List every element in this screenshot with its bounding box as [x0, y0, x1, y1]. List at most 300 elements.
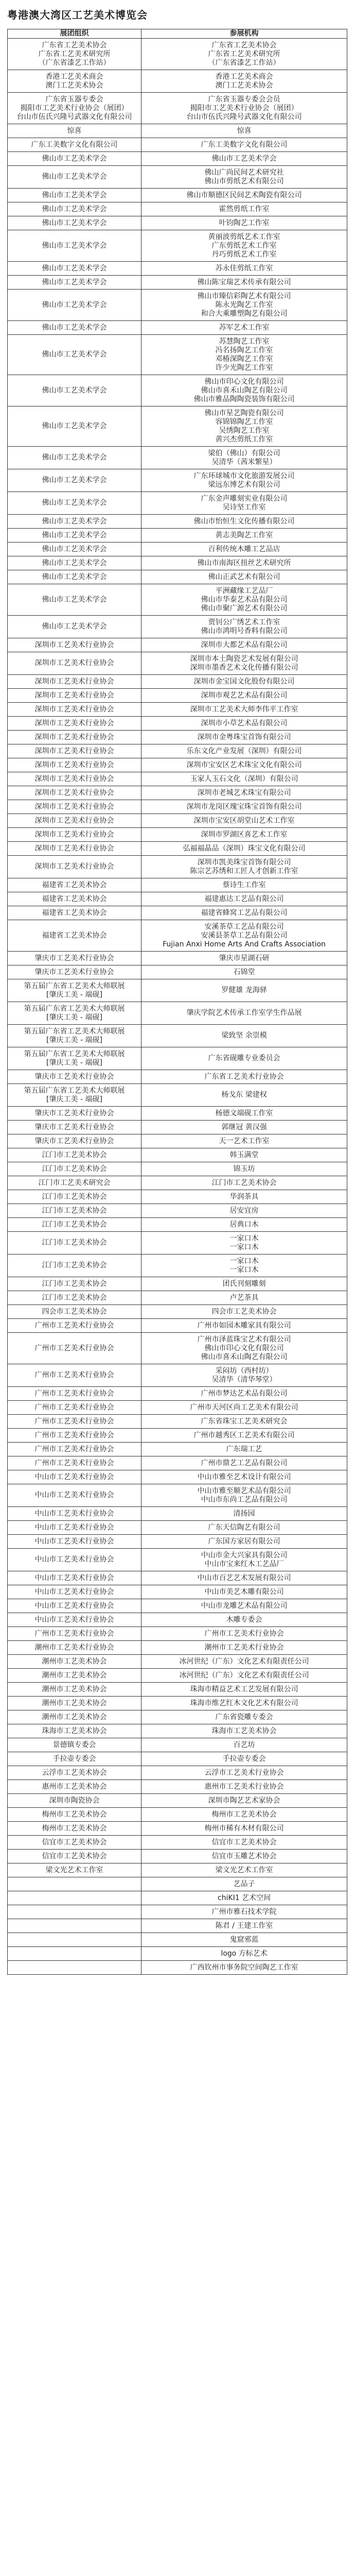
exhibitor-text: 乐东文化产业发展（深圳）有限公司	[186, 747, 302, 755]
exhibitor-text: 广东瑞工艺	[226, 1445, 262, 1453]
table-row	[8, 1218, 347, 1232]
table-row	[8, 202, 347, 216]
cell-organizer	[8, 1850, 141, 1863]
exhibitor-text: 中山市龙雕艺术品有限公司	[201, 1601, 288, 1610]
table-row	[8, 1599, 347, 1613]
exhibitor-text: 黄丽波剪纸艺术工作室 广东剪纸艺术工作室 丹巧剪纸艺术工作室	[208, 232, 280, 259]
table-row	[8, 856, 347, 878]
table-row	[8, 1794, 347, 1808]
table-row	[8, 878, 347, 892]
organizer-text: 江门市工艺美术协会	[42, 1261, 107, 1269]
organizer-text: 广东省工艺美术协会 广东省工艺美术研究所 （广东省漆艺工作站）	[38, 41, 111, 67]
table-row	[8, 1613, 347, 1627]
cell-organizer	[8, 1794, 141, 1808]
table-row	[8, 1850, 347, 1863]
column-header-organizer: 展团组织	[8, 29, 141, 39]
table-row	[8, 216, 347, 230]
organizer-text: 潮州市工艺美术行业协会	[34, 1643, 114, 1652]
cell-exhibitor	[141, 1204, 347, 1218]
cell-exhibitor	[141, 1333, 347, 1364]
cell-exhibitor	[141, 1585, 347, 1599]
exhibitor-text: 郭继冠 黄汉强	[221, 1123, 267, 1131]
cell-exhibitor	[141, 1277, 347, 1291]
exhibitor-text: 广东省玉器专委会会员 揭阳市工艺美术行业协会（展团） 台山市伍氏兴隆号武器文化有限公司	[186, 95, 302, 121]
cell-exhibitor	[141, 744, 347, 758]
organizer-text: 广东省玉器专委会 揭阳市工艺美术行业协会（展团） 台山市伍氏兴隆号武器文化有限公司	[16, 95, 132, 121]
exhibitor-text: 惠州市工艺美术行业协会	[204, 1782, 284, 1791]
organizer-text: 佛山市工艺美术学会	[42, 191, 107, 199]
cell-organizer	[8, 1387, 141, 1401]
table-row	[8, 1025, 347, 1047]
organizer-text: 第五届广东省工艺美术大师联展 [肇庆工美 - 端砚]	[24, 1049, 125, 1067]
cell-organizer	[8, 1121, 141, 1134]
table-row	[8, 842, 347, 856]
cell-organizer	[8, 892, 141, 906]
cell-organizer	[8, 652, 141, 675]
exhibitor-text: 深圳市小草艺术品有限公司	[201, 719, 288, 727]
cell-exhibitor	[141, 717, 347, 731]
cell-exhibitor	[141, 675, 347, 689]
organizer-text: 肇庆市工艺美术行业协会	[34, 954, 114, 962]
cell-exhibitor	[141, 1641, 347, 1655]
organizer-text: 江门市工艺美术协会	[42, 1293, 107, 1302]
exhibitor-text: 百利传统木雕工艺品店	[208, 545, 280, 553]
cell-organizer	[8, 1084, 141, 1107]
table-row	[8, 1808, 347, 1822]
cell-organizer	[8, 906, 141, 920]
organizer-text: 深圳市工艺美术行业协会	[34, 733, 114, 741]
table-row	[8, 556, 347, 570]
cell-organizer	[8, 842, 141, 856]
exhibitor-text: 霍然剪纸工作室	[219, 205, 270, 213]
table-row	[8, 1710, 347, 1724]
organizer-text: 江门市工艺美术协会	[42, 1239, 107, 1247]
cell-organizer	[8, 124, 141, 138]
cell-organizer	[8, 1627, 141, 1641]
cell-exhibitor	[141, 758, 347, 772]
cell-exhibitor	[141, 584, 347, 616]
cell-exhibitor	[141, 1134, 347, 1148]
cell-exhibitor	[141, 1364, 347, 1387]
exhibitor-text: 一家口木 一家口木	[229, 1234, 259, 1251]
organizer-text: 广州市工艺美术行业协会	[34, 1344, 114, 1352]
organizer-text: 梁文光艺术工作室	[45, 1866, 103, 1874]
table-row	[8, 1697, 347, 1710]
exhibitor-text: 佛山市工艺美术学会	[211, 154, 277, 163]
cell-organizer	[8, 703, 141, 717]
table-row	[8, 189, 347, 202]
cell-organizer	[8, 1047, 141, 1070]
cell-exhibitor	[141, 1752, 347, 1766]
table-row	[8, 1905, 347, 1919]
cell-organizer	[8, 1255, 141, 1277]
cell-exhibitor	[141, 906, 347, 920]
cell-exhibitor	[141, 1766, 347, 1780]
exhibitor-text: 佛山陈宝瑞艺术传承有限公司	[197, 278, 291, 286]
cell-exhibitor	[141, 1084, 347, 1107]
cell-organizer	[8, 1891, 141, 1905]
cell-organizer	[8, 1836, 141, 1850]
cell-exhibitor	[141, 1571, 347, 1585]
table-row	[8, 1738, 347, 1752]
cell-exhibitor	[141, 276, 347, 290]
table-row	[8, 906, 347, 920]
table-row	[8, 570, 347, 584]
exhibitor-text: 佛山广尚民间艺术研究社 佛山市剪纸艺术有限公司	[204, 168, 284, 185]
exhibitor-text: 黄志美陶艺工作室	[215, 531, 273, 539]
exhibitor-text: 罗健雄 龙海驿	[221, 986, 267, 994]
organizer-text: 深圳市工艺美术行业协会	[34, 719, 114, 727]
organizer-text: 佛山市工艺美术学会	[42, 545, 107, 553]
cell-organizer	[8, 1641, 141, 1655]
exhibitor-text: 广东环球城市文化旅游发展公司 梁远东博艺术有限公司	[193, 471, 295, 489]
organizer-text: 深圳市工艺美术行业协会	[34, 640, 114, 649]
exhibitor-text: 木雕专委会	[226, 1615, 262, 1624]
table-row	[8, 1961, 347, 1975]
cell-organizer	[8, 1535, 141, 1549]
cell-organizer	[8, 1429, 141, 1443]
exhibitor-text: 江门市工艺美术协会	[211, 1178, 277, 1187]
cell-exhibitor	[141, 772, 347, 786]
cell-organizer	[8, 1305, 141, 1319]
exhibitor-text: 深圳市老城艺术珠宝有限公司	[197, 788, 291, 797]
organizer-text: 深圳市工艺美术行业协会	[34, 760, 114, 769]
cell-exhibitor	[141, 1456, 347, 1470]
cell-exhibitor	[141, 1669, 347, 1683]
table-row	[8, 814, 347, 828]
cell-organizer	[8, 1456, 141, 1470]
organizer-text: 手拉壶专委会	[52, 1754, 96, 1763]
exhibitor-text: 玉家人玉石文化（深圳）有限公司	[190, 774, 298, 783]
exhibitor-text: 广东国方家居有限公司	[208, 1537, 280, 1546]
table-row	[8, 1470, 347, 1484]
cell-organizer	[8, 1002, 141, 1025]
cell-organizer	[8, 584, 141, 616]
exhibitor-text: 苏军艺术工作室	[219, 323, 270, 332]
organizer-text: 中山市工艺美术行业协会	[34, 1472, 114, 1481]
cell-organizer	[8, 335, 141, 375]
organizer-text: 深圳市工艺美术行业协会	[34, 802, 114, 811]
exhibitor-text: 深圳市宝安区艺术珠宝文化有限公司	[186, 760, 302, 769]
cell-organizer	[8, 731, 141, 744]
organizer-text: 广州市工艺美术行业协会	[34, 1417, 114, 1426]
table-row	[8, 276, 347, 290]
organizer-text: 佛山市工艺美术学会	[42, 622, 107, 631]
cell-organizer	[8, 758, 141, 772]
organizer-text: 四会市工艺美术协会	[42, 1307, 107, 1316]
table-row	[8, 1641, 347, 1655]
cell-organizer	[8, 189, 141, 202]
cell-organizer	[8, 1933, 141, 1947]
cell-exhibitor	[141, 1255, 347, 1277]
exhibitor-text: 广州市工艺美术行业协会	[204, 1629, 284, 1638]
organizer-text: 深圳市工艺美术行业协会	[34, 747, 114, 755]
exhibitor-text: 叶钧陶艺工作室	[219, 218, 270, 227]
table-row	[8, 1277, 347, 1291]
exhibitor-text: 深圳市本土陶瓷艺术发展有限公司 深圳市墨香艺术文化传播有限公司	[190, 654, 298, 672]
exhibitor-text: 肇庆学院艺术传承工作室学生作品展	[186, 1009, 302, 1017]
cell-exhibitor	[141, 1724, 347, 1738]
table-row	[8, 786, 347, 800]
column-header-exhibitor: 参展机构	[141, 29, 347, 39]
cell-organizer	[8, 1204, 141, 1218]
cell-exhibitor	[141, 1387, 347, 1401]
exhibitor-text: 弘福福晶品（深圳）珠宝文化有限公司	[183, 844, 306, 853]
exhibitor-text: 中山市美艺木雕有限公司	[204, 1587, 284, 1596]
exhibitor-text: chiKI1 艺术空间	[217, 1893, 271, 1902]
organizer-text: 广州市工艺美术行业协会	[34, 1431, 114, 1439]
exhibitor-text: 深圳市工艺美术大师李伟平工作室	[190, 705, 298, 714]
cell-exhibitor	[141, 406, 347, 447]
exhibitor-text: 鬼窟邪蓝	[229, 1935, 259, 1944]
organizer-text: 第五届广东省工艺美术大师联展 [肇庆工美 - 端砚]	[24, 1004, 125, 1022]
organizer-text: 珠海市工艺美术协会	[42, 1726, 107, 1735]
cell-organizer	[8, 1470, 141, 1484]
cell-exhibitor	[141, 1947, 347, 1961]
organizer-text: 广州市工艺美术行业协会	[34, 1459, 114, 1467]
exhibitor-text: 佛山正武艺术有限公司	[208, 572, 280, 581]
table-row	[8, 952, 347, 965]
cell-exhibitor	[141, 1484, 347, 1507]
table-row	[8, 675, 347, 689]
cell-organizer	[8, 1947, 141, 1961]
exhibitor-text: 冰河世纪（广东）文化艺术有限责任公司	[179, 1657, 309, 1666]
organizer-text: 惊喜	[67, 126, 82, 135]
cell-exhibitor	[141, 1470, 347, 1484]
cell-organizer	[8, 39, 141, 70]
exhibitor-text: 杨戈东 梁建权	[221, 1091, 267, 1099]
table-row	[8, 1121, 347, 1134]
cell-exhibitor	[141, 1443, 347, 1456]
exhibitor-text: 深圳市宝安区胡堂山艺术工作室	[193, 816, 295, 825]
cell-exhibitor	[141, 492, 347, 515]
exhibitor-text: 石锦堂	[233, 968, 255, 976]
cell-exhibitor	[141, 1877, 347, 1891]
cell-organizer	[8, 1333, 141, 1364]
cell-organizer	[8, 1752, 141, 1766]
table-row	[8, 1822, 347, 1836]
exhibitor-text: 广东省工艺美术协会 广东省工艺美术研究所 （广东省漆艺工作站）	[208, 41, 280, 67]
exhibitor-text: 锦玉坊	[233, 1164, 255, 1173]
table-row	[8, 979, 347, 1002]
table-row	[8, 1863, 347, 1877]
cell-exhibitor	[141, 375, 347, 406]
organizer-text: 广州市工艺美术行业协会	[34, 1371, 114, 1379]
cell-organizer	[8, 1401, 141, 1415]
cell-exhibitor	[141, 1549, 347, 1571]
page-title: 粤港澳大湾区工艺美术博览会	[7, 9, 148, 21]
table-row	[8, 93, 347, 124]
cell-exhibitor	[141, 1710, 347, 1724]
cell-organizer	[8, 638, 141, 652]
cell-exhibitor	[141, 556, 347, 570]
table-row	[8, 800, 347, 814]
cell-exhibitor	[141, 1305, 347, 1319]
table-row	[8, 1549, 347, 1571]
cell-exhibitor	[141, 321, 347, 335]
table-row	[8, 1933, 347, 1947]
organizer-text: 佛山市工艺美术学会	[42, 218, 107, 227]
cell-organizer	[8, 70, 141, 93]
cell-organizer	[8, 290, 141, 321]
cell-organizer	[8, 1291, 141, 1305]
organizer-text: 中山市工艺美术行业协会	[34, 1509, 114, 1518]
organizer-text: 佛山市工艺美术学会	[42, 517, 107, 526]
cell-organizer	[8, 920, 141, 952]
table-row	[8, 1176, 347, 1190]
organizer-text: 福建省工艺美术协会	[42, 931, 107, 940]
cell-exhibitor	[141, 529, 347, 543]
cell-exhibitor	[141, 731, 347, 744]
cell-exhibitor	[141, 262, 347, 276]
organizer-text: 福建省工艺美术协会	[42, 908, 107, 917]
organizer-text: 中山市工艺美术行业协会	[34, 1523, 114, 1532]
organizer-text: 深圳市工艺美术行业协会	[34, 830, 114, 839]
exhibitor-text: 信宜市玉雕艺术协会	[211, 1852, 277, 1860]
exhibitor-text: 信宜市工艺美术协会	[211, 1838, 277, 1846]
cell-exhibitor	[141, 1836, 347, 1850]
cell-organizer	[8, 772, 141, 786]
exhibitor-text: 广州市雅石技术学院	[211, 1907, 277, 1916]
organizer-text: 中山市工艺美术行业协会	[34, 1601, 114, 1610]
exhibitor-text: 深圳市金粤珠宝首饰有限公司	[197, 733, 291, 741]
cell-organizer	[8, 800, 141, 814]
table-row	[8, 1107, 347, 1121]
cell-organizer	[8, 492, 141, 515]
cell-exhibitor	[141, 216, 347, 230]
cell-organizer	[8, 1484, 141, 1507]
cell-organizer	[8, 1162, 141, 1176]
cell-organizer	[8, 321, 141, 335]
cell-organizer	[8, 1415, 141, 1429]
exhibitor-text: 采闷坊（西村坊） 吴清华（清华琴堂）	[211, 1366, 277, 1384]
cell-organizer	[8, 1738, 141, 1752]
table-row	[8, 1585, 347, 1599]
cell-organizer	[8, 1232, 141, 1255]
cell-exhibitor	[141, 616, 347, 638]
cell-exhibitor	[141, 1319, 347, 1333]
exhibitor-text: 深圳市大都艺术品有限公司	[201, 640, 288, 649]
cell-exhibitor	[141, 202, 347, 216]
cell-organizer	[8, 675, 141, 689]
cell-organizer	[8, 1669, 141, 1683]
cell-organizer	[8, 1070, 141, 1084]
exhibitor-text: 珠海市工艺美术协会	[211, 1726, 277, 1735]
exhibitor-text: 梁致坚 余崇模	[221, 1031, 267, 1040]
organizer-text: 佛山市工艺美术学会	[42, 572, 107, 581]
exhibitor-text: 香港工艺美术商会 澳门工艺美术协会	[215, 72, 273, 90]
cell-exhibitor	[141, 138, 347, 152]
organizer-text: 梅州市工艺美术协会	[42, 1824, 107, 1833]
exhibitor-text: 手拉壶专委会	[222, 1754, 266, 1763]
table-row	[8, 892, 347, 906]
organizer-text: 第五届广东省工艺美术大师联展 [肇庆工美 - 端砚]	[24, 981, 125, 999]
organizer-text: 潮州市工艺美术协会	[42, 1685, 107, 1693]
table-row	[8, 638, 347, 652]
table-row	[8, 1162, 347, 1176]
cell-exhibitor	[141, 1148, 347, 1162]
table-row	[8, 152, 347, 166]
table-row	[8, 515, 347, 529]
table-row	[8, 717, 347, 731]
cell-exhibitor	[141, 70, 347, 93]
table-row	[8, 39, 347, 70]
cell-organizer	[8, 515, 141, 529]
cell-organizer	[8, 1507, 141, 1521]
exhibitor-text: 广东省瓷雕专委会	[215, 1713, 273, 1721]
organizer-text: 佛山市工艺美术学会	[42, 422, 107, 430]
table-row	[8, 965, 347, 979]
exhibitor-text: 深圳市陶艺艺术家协会	[208, 1796, 280, 1805]
cell-organizer	[8, 1683, 141, 1697]
cell-exhibitor	[141, 842, 347, 856]
exhibitor-text: 广州市天河区尚工艺美术有限公司	[190, 1403, 298, 1412]
organizer-text: 深圳市工艺美术行业协会	[34, 816, 114, 825]
cell-exhibitor	[141, 93, 347, 124]
exhibitor-text: 冰河世纪（广东）文化艺术有限责任公司	[179, 1671, 309, 1680]
table-row	[8, 290, 347, 321]
organizer-text: 佛山市工艺美术学会	[42, 595, 107, 604]
table-row	[8, 744, 347, 758]
cell-organizer	[8, 828, 141, 842]
cell-exhibitor	[141, 166, 347, 189]
table-row	[8, 124, 347, 138]
exhibitor-text: 梅州市稀有木材有限公司	[204, 1824, 284, 1833]
organizer-text: 佛山市工艺美术学会	[42, 386, 107, 395]
exhibitor-text: 广东金声雕刻实业有限公司 吴诗坚工作室	[201, 494, 288, 512]
cell-exhibitor	[141, 1507, 347, 1521]
organizer-text: 福建省工艺美术协会	[42, 880, 107, 889]
cell-organizer	[8, 1655, 141, 1669]
organizer-text: 佛山市工艺美术学会	[42, 241, 107, 250]
exhibitor-text: 百艺坊	[233, 1740, 255, 1749]
organizer-text: 江门市工艺美术协会	[42, 1150, 107, 1159]
cell-organizer	[8, 1319, 141, 1333]
exhibitor-text: 蔡诗生工作室	[222, 880, 266, 889]
exhibitor-text: 深圳市罗湖区喜艺术工作室	[201, 830, 288, 839]
table-row	[8, 335, 347, 375]
exhibitor-text: 深圳市观艺艺术品有限公司	[201, 691, 288, 700]
cell-exhibitor	[141, 1291, 347, 1305]
organizer-text: 深圳市工艺美术行业协会	[34, 659, 114, 667]
cell-exhibitor	[141, 878, 347, 892]
cell-organizer	[8, 1905, 141, 1919]
table-row	[8, 138, 347, 152]
cell-exhibitor	[141, 543, 347, 556]
cell-exhibitor	[141, 1047, 347, 1070]
table-row	[8, 584, 347, 616]
organizer-text: 肇庆市工艺美术行业协会	[34, 1109, 114, 1117]
cell-exhibitor	[141, 892, 347, 906]
table-row	[8, 166, 347, 189]
table-row	[8, 1364, 347, 1387]
table-row	[8, 529, 347, 543]
cell-exhibitor	[141, 703, 347, 717]
exhibitor-text: 贾钊公广绣艺术工作室 佛山市鸿明号香料有限公司	[201, 618, 288, 635]
organizer-text: 中山市工艺美术行业协会	[34, 1537, 114, 1546]
cell-organizer	[8, 689, 141, 703]
organizer-text: 广东工美数字文化有限公司	[31, 140, 118, 149]
cell-exhibitor	[141, 1232, 347, 1255]
organizer-text: 潮州市工艺美术协会	[42, 1657, 107, 1666]
cell-exhibitor	[141, 952, 347, 965]
cell-organizer	[8, 1549, 141, 1571]
table-row	[8, 616, 347, 638]
exhibitor-text: 苏永佳剪纸工作室	[215, 264, 273, 273]
organizer-text: 佛山市工艺美术学会	[42, 154, 107, 163]
exhibitor-text: 深圳市金宝国文化股份有限公司	[193, 677, 295, 686]
cell-organizer	[8, 375, 141, 406]
